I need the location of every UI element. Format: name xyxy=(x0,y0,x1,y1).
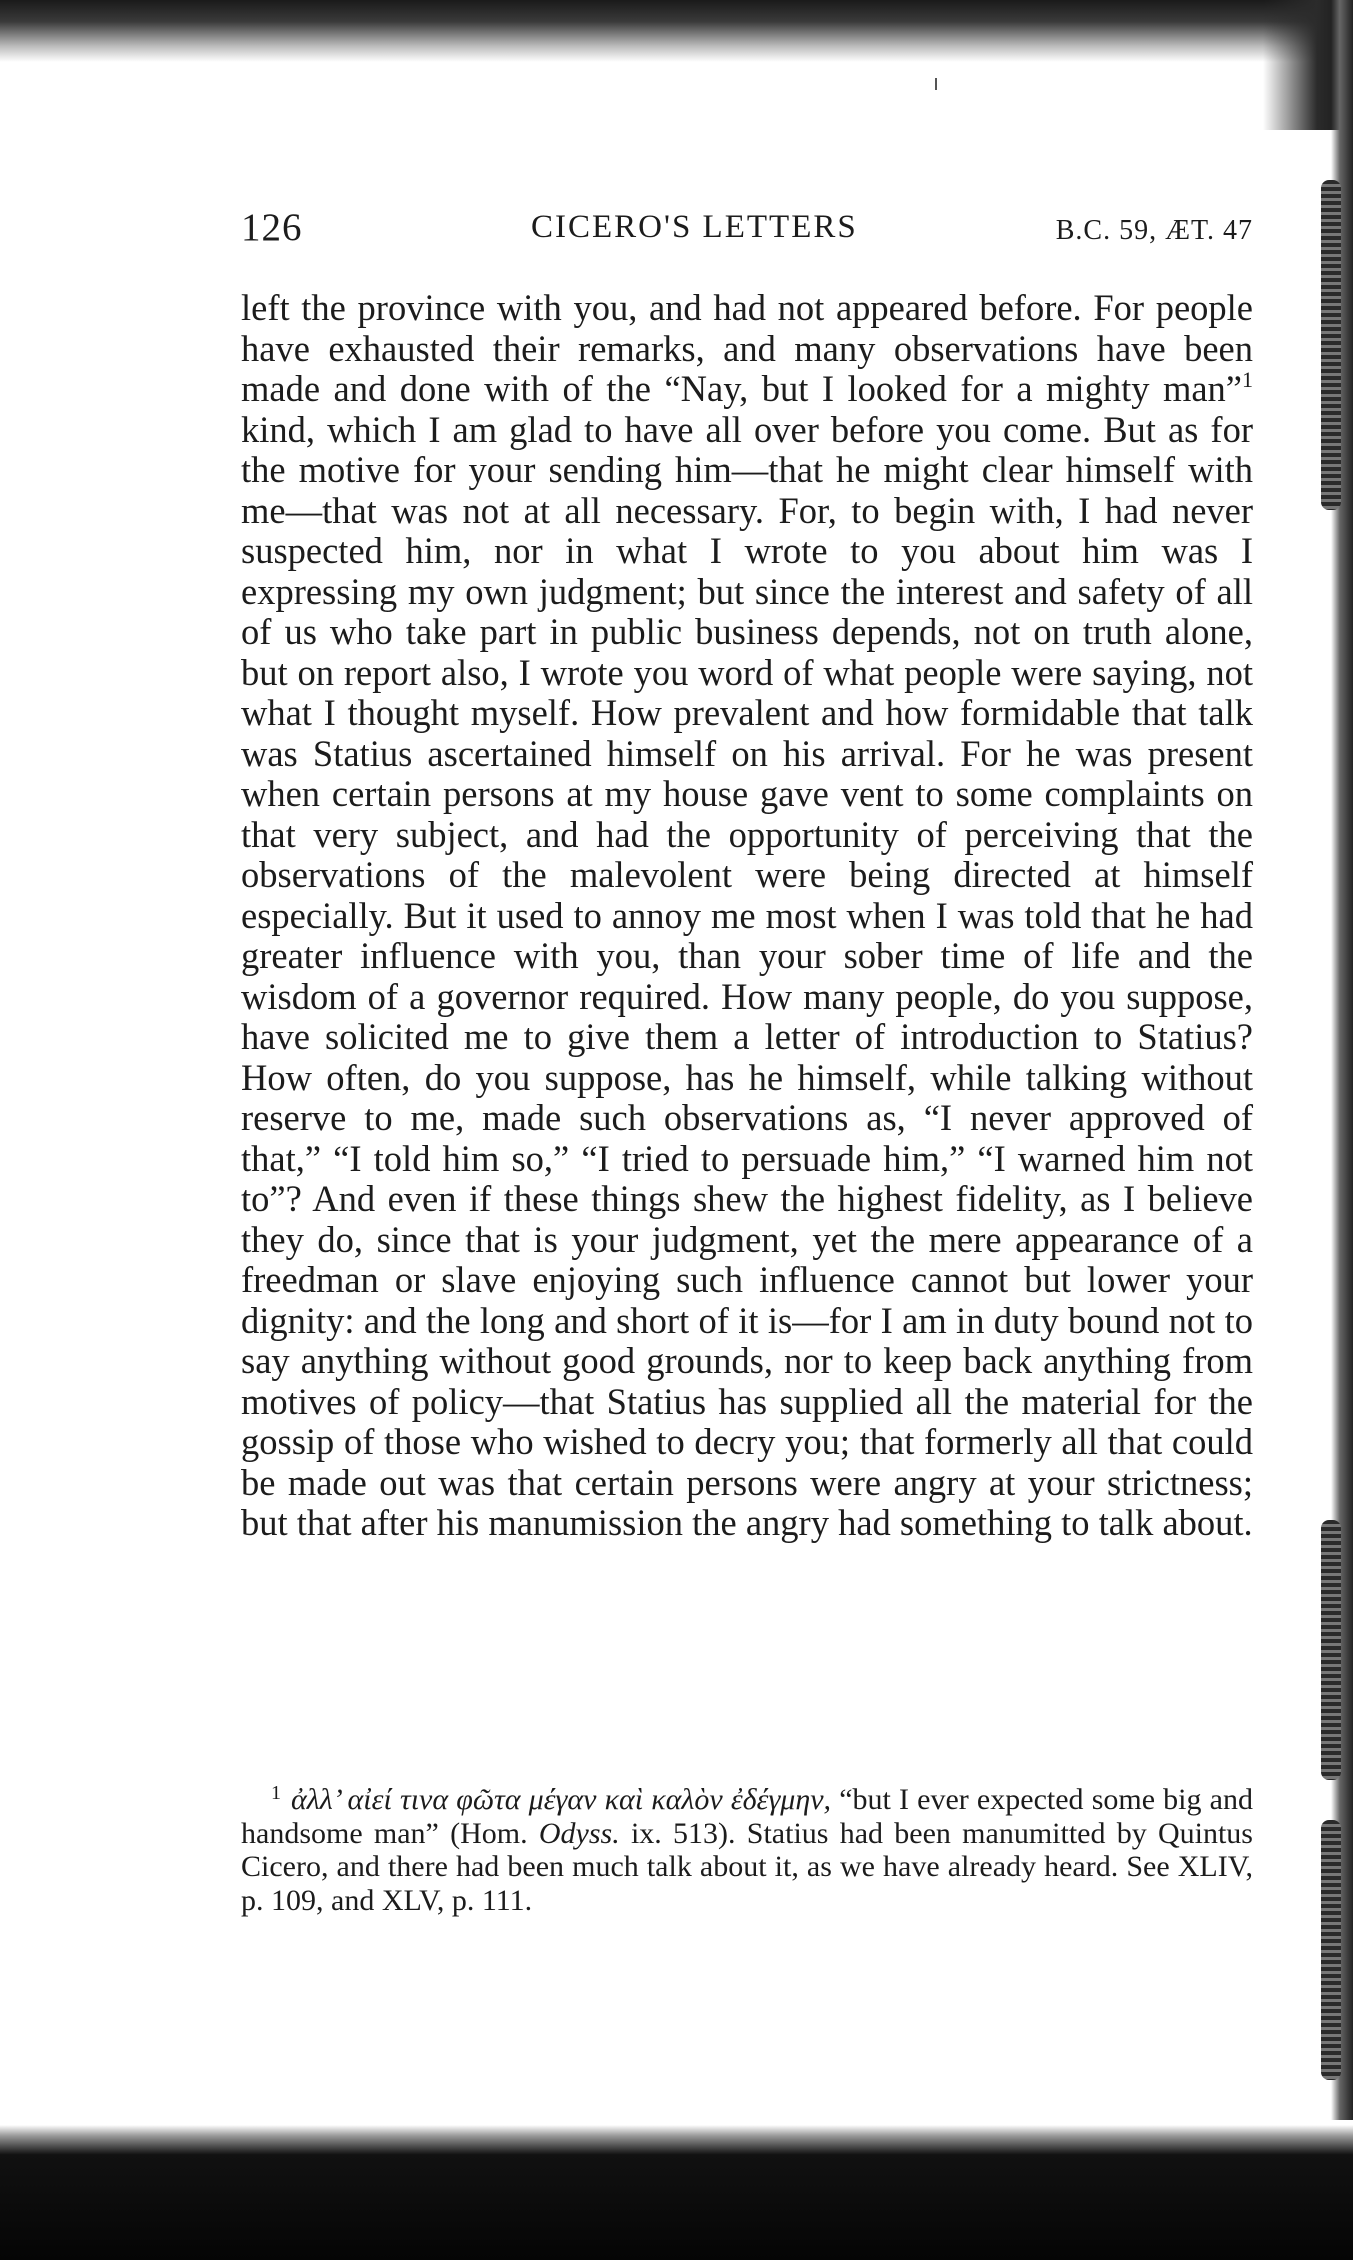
footnote-number: 1 xyxy=(271,1782,281,1804)
date-label: B.C. 59, ÆT. 47 xyxy=(1055,215,1253,246)
scan-border-top xyxy=(0,0,1353,62)
greek-quotation: ἀλλ’ αἰεί τινα φῶτα μέγαν καὶ καλὸν ἐδέγμην, xyxy=(291,1783,832,1816)
binding-mark xyxy=(1321,180,1341,510)
footnote-text-2: ix. 513). Statius had been manumitted by Quintus Cicero, and there had been much talk about it, as we have already heard. See XLIV, p. 109, and XLV, p. 111. xyxy=(241,1816,1253,1917)
footnote-text-1: “but I ever expected some big and handsome man” (Hom. xyxy=(241,1783,1253,1850)
scan-border-bottom xyxy=(0,2125,1353,2260)
footnote xyxy=(241,1783,1253,1917)
body-paragraph xyxy=(241,288,1253,1544)
footnote-reference: 1 xyxy=(1242,367,1253,392)
page-header xyxy=(241,205,1253,265)
page-number: 126 xyxy=(241,206,303,249)
body-text-part-2: kind, which I am glad to have all over before you come. But as for the motive for your sending him—that he might clear himself with me—that was not at all necessary. For, to begin with, I had never suspected him, nor in what I wrote to you about him was I expressing my own judgment; but since the interest and safety of all of us who take part in public business depends, not on truth alone, but on report also, I wrote you word of what people were saying, not what I thought myself. How prevalent and how formidable that talk was Statius ascertained himself on his arrival. For he was present when certain persons at my house gave vent to some complaints on that very subject, and had the opportunity of perceiving that the observations of the malevolent were being directed at himself especially. But it used to annoy me most when I was told that he had greater influence with you, than your sober time of life and the wisdom of a governor required. How many people, do you suppose, have solicited me to give them a letter of introduction to Statius? How often, do you suppose, has he himself, while talking without reserve to me, made such observations as, “I never approved of that,” “I told him so,” “I tried to persuade him,” “I warned him not to”? And even if these things shew the highest fidelity, as I believe they do, since that is your judgment, yet the mere appearance of a freedman or slave enjoying such influence cannot but lower your dignity: and the long and short of it is—for I am in duty bound not to say anything without good grounds, nor to keep back anything from motives of policy—that Statius has supplied all the material for the gossip of those who wished to decry you; that formerly all that could be made out was that certain persons were angry at your strictness; but that after his manumission the angry had something to talk about. xyxy=(241,408,1253,1543)
running-title: CICERO'S LETTERS xyxy=(531,209,858,245)
cited-work: Odyss. xyxy=(538,1816,620,1850)
body-text-part-1: left the province with you, and had not appeared before. For people have exhausted their remarks, and many observations have been made and done with of the “Nay, but I looked for a mighty man” xyxy=(241,287,1253,409)
scan-speck xyxy=(935,78,937,90)
binding-mark xyxy=(1321,1520,1341,1780)
binding-mark xyxy=(1321,1820,1341,2080)
